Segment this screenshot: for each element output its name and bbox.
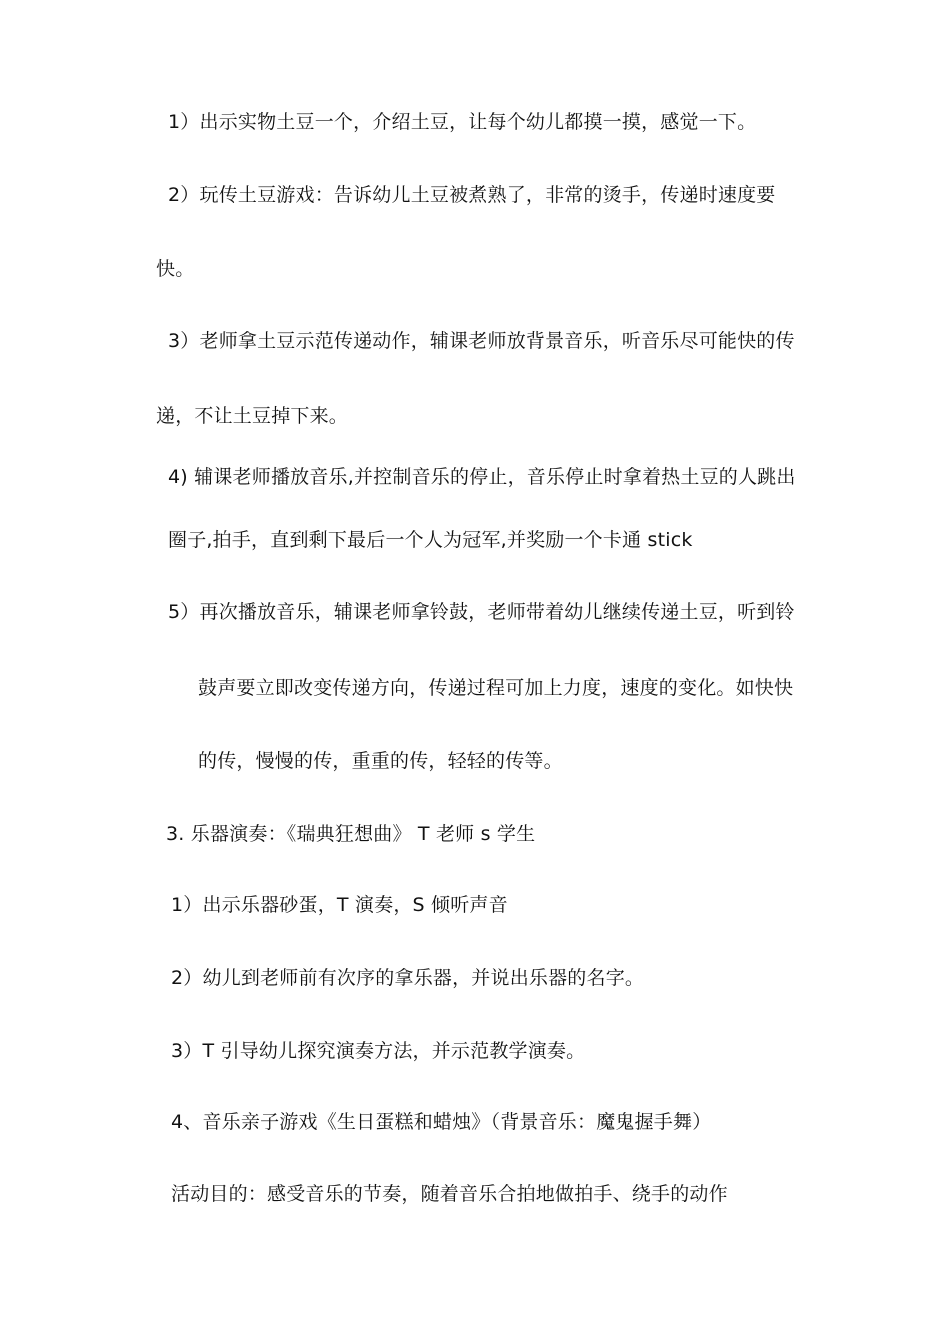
text-line-instrument-step-2: 2）幼儿到老师前有次序的拿乐器，并说出乐器的名字。 [171, 967, 645, 989]
section-heading-instrument-performance: 3. 乐器演奏：《瑞典狂想曲》 T 老师 s 学生 [166, 823, 536, 845]
text-line-step-5-continued-b: 的传，慢慢的传，重重的传，轻轻的传等。 [198, 750, 563, 772]
text-line-step-5-tambourine: 5）再次播放音乐，辅课老师拿铃鼓，老师带着幼儿继续传递土豆，听到铃 [168, 601, 795, 623]
text-line-step-5-continued-a: 鼓声要立即改变传递方向，传递过程可加上力度，速度的变化。如快快 [198, 677, 794, 699]
text-line-step-1-show-potato: 1）出示实物土豆一个，介绍土豆，让每个幼儿都摸一摸，感觉一下。 [168, 111, 757, 133]
text-line-step-2-continued: 快。 [156, 258, 195, 280]
text-line-step-2-pass-potato-game: 2）玩传土豆游戏：告诉幼儿土豆被煮熟了，非常的烫手，传递时速度要 [168, 184, 776, 206]
text-line-activity-goal: 活动目的：感受音乐的节奏，随着音乐合拍地做拍手、绕手的动作 [171, 1183, 728, 1205]
section-heading-parent-child-game: 4、音乐亲子游戏《生日蛋糕和蜡烛》（背景音乐：魔鬼握手舞） [171, 1111, 712, 1133]
text-line-step-3-continued: 递，不让土豆掉下来。 [156, 405, 349, 427]
text-line-instrument-step-3: 3）T 引导幼儿探究演奏方法，并示范教学演奏。 [171, 1040, 586, 1062]
text-line-step-3-demonstration: 3）老师拿土豆示范传递动作，辅课老师放背景音乐，听音乐尽可能快的传 [168, 330, 795, 352]
text-line-step-4-continued: 圈子,拍手，直到剩下最后一个人为冠军,并奖励一个卡通 stick [168, 529, 693, 551]
text-line-step-4-music-stop: 4) 辅课老师播放音乐,并控制音乐的停止，音乐停止时拿着热土豆的人跳出 [168, 466, 796, 488]
text-line-instrument-step-1: 1）出示乐器砂蛋，T 演奏，S 倾听声音 [171, 894, 508, 916]
